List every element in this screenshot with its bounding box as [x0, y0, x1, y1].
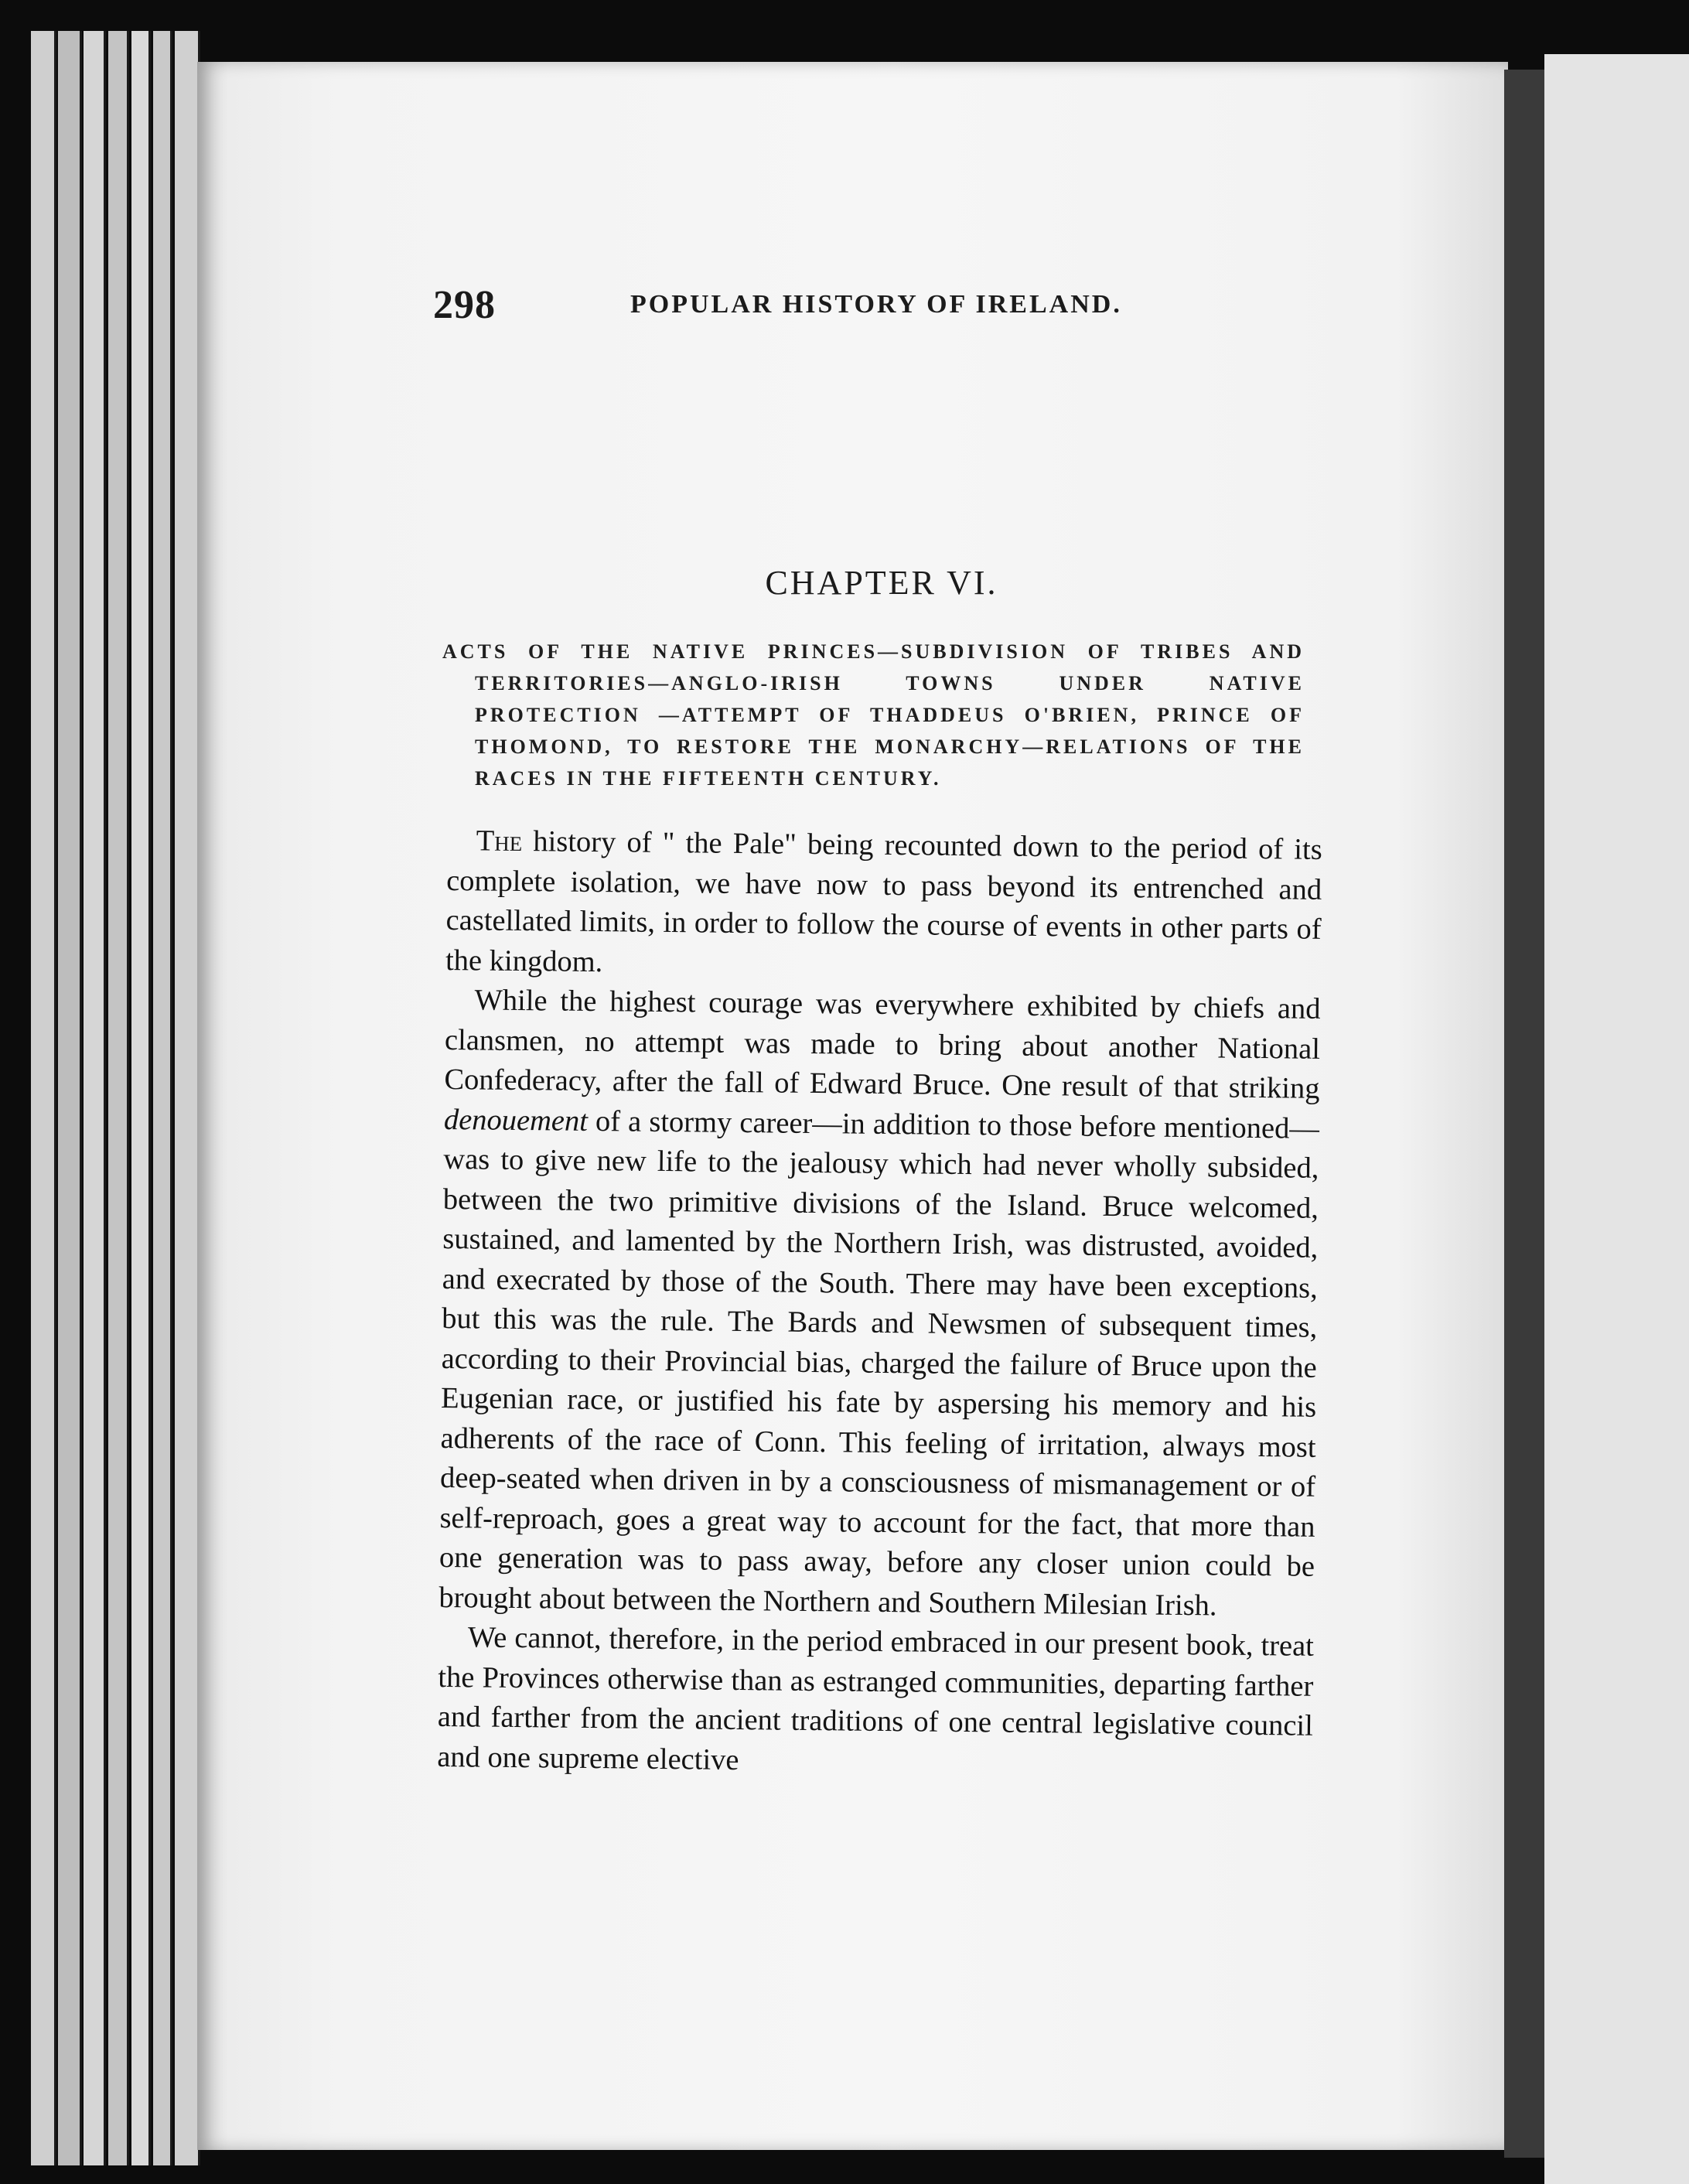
paragraph-2 [438, 981, 1321, 1627]
page-number: 298 [433, 283, 496, 327]
paragraph-1-lead: The [476, 824, 523, 858]
paragraph-2-italic: denouement [443, 1103, 589, 1138]
running-head [433, 282, 1361, 329]
paragraph-1-text: history of " the Pale" being recounted down to the period of its complete isolation, we have now to pass beyond its entrenched and castellated limits, in order to follow the course of events in other parts of the kingdom. [445, 825, 1322, 978]
page-gutter [1504, 70, 1544, 2158]
paragraph-1 [445, 821, 1322, 990]
running-title: POPULAR HISTORY OF IRELAND. [630, 290, 1122, 319]
body-text [437, 821, 1322, 1786]
paragraph-3: We cannot, therefore, in the period embraced in our present book, treat the Provinces otherwise than as estranged communities, departing farther and farther from the ancient traditions of one central legislative council and one supreme elective [437, 1621, 1315, 1776]
chapter-title: CHAPTER VI. [765, 564, 998, 602]
facing-page-edge [1544, 54, 1689, 2184]
chapter-summary: ACTS OF THE NATIVE PRINCES—SUBDIVISION OF TRIBES AND TERRITORIES—ANGLO-IRISH TOWNS UNDER NATIVE PROTECTION —ATTEMPT OF THADDEUS O'BRIEN, PRINCE OF THOMOND, TO RESTORE THE MONARCHY—RELATIONS OF THE RACES IN THE FIFTEENTH CENTURY. [442, 640, 1305, 790]
paragraph-2-after: of a stormy career—in addition to those before mentioned—was to give new life to the jealousy which had never wholly subsided, between the two primitive divisions of the Island. Bruce welcomed, sustained, and lamented by the Northern Irish, was distrusted, avoided, and execrated by those of the South. There may have been exceptions, but this was the rule. The Bards and Newsmen of subsequent times, according to their Provincial bias, charged the failure of Bruce upon the Eugenian race, or justified his fate by aspersing his memory and his adherents of the race of Conn. This feeling of irritation, always most deep-seated when driven in by a consciousness of mismanagement or of self-reproach, goes a great way to account for the fact, that more than one generation was to pass away, before any closer union could be brought about between the Northern and Southern Milesian Irish. [438, 1104, 1320, 1622]
paragraph-2-before: While the highest courage was everywhere exhibited by chiefs and clansmen, no attempt was made to bring about another National Confederacy, after the fall of Edward Bruce. One result of that striking [444, 984, 1321, 1105]
book-page-edges [0, 31, 201, 2165]
